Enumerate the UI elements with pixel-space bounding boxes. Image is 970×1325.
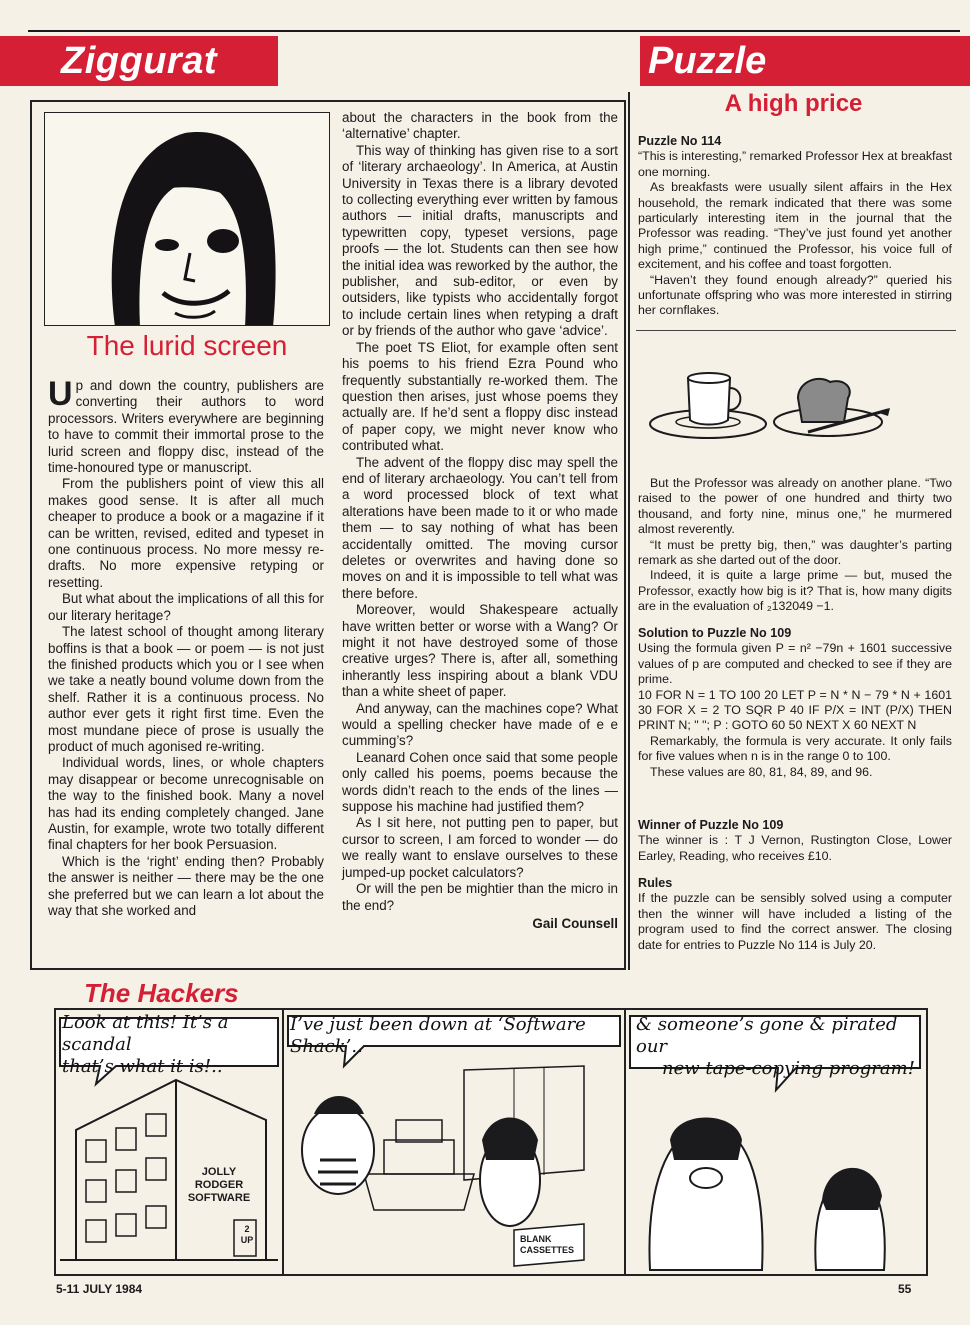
article-column-2 xyxy=(342,110,618,932)
cassette-box-label: BLANK CASSETTES xyxy=(520,1234,575,1255)
article-author: Gail Counsell xyxy=(532,915,618,931)
drop-cap: U xyxy=(48,375,73,413)
footer-date: 5-11 JULY 1984 xyxy=(56,1282,143,1296)
article-paragraph: The poet TS Eliot, for example often sent his poems to his friend Ezra Pound who frequently substantially re-worked them. The question then arises, just whose poems they actually are. If he’d sent a floppy disc instead of paper copy, we might never know who contributed what. xyxy=(342,339,618,454)
article-paragraph: Individual words, lines, or whole chapters may disappear or become unrecognisable on the way to the finished book. Many a novel has had its ending completely changed. Jane Austin, for example, wrote two totally different final chapters for her book Persuasion. xyxy=(48,755,324,853)
puzzle-rules xyxy=(638,876,952,953)
puzzle-divider xyxy=(636,330,956,331)
puzzle-story-2 xyxy=(638,476,952,615)
solution-paragraph: Remarkably, the formula is very accurate. It only fails for five values when n is in the range 0 to 100. xyxy=(638,733,952,764)
door-sign-line: 2 xyxy=(244,1224,250,1234)
sign-line: RODGER xyxy=(194,1179,244,1191)
article-paragraph: about the characters in the book from the ‘alternative’ chapter. xyxy=(342,110,618,142)
speech-bubble-1 xyxy=(62,1012,278,1078)
puzzle-paragraph: “It must be pretty big, then,” was daughter’s parting remark as she darted out of the door. xyxy=(638,537,952,568)
comic-title: The Hackers xyxy=(84,978,239,1008)
speech-line: & someone’s gone & pirated our xyxy=(636,1014,898,1057)
winner-text: The winner is : T J Vernon, Rustington Close, Lower Earley, Reading, who receives £10. xyxy=(638,833,952,863)
top-rule xyxy=(28,30,960,32)
puzzle-winner xyxy=(638,818,952,864)
article-paragraph: And anyway, can the machines cope? What would a spelling checker have made of e e cumming’s? xyxy=(342,700,618,749)
door-sign-line: UP xyxy=(240,1235,254,1245)
solution-heading: Solution to Puzzle No 109 xyxy=(638,626,792,640)
puzzle-paragraph: As breakfasts were usually silent affairs in the Hex household, the remark indicated that there was some particularly interesting item in the journal that the Professor was reading. “They’ve just found yet another high prime,” continued the Professor, his voice full of excitement, and his coffee and toast forgotten. xyxy=(638,180,952,272)
comic-panel-3 xyxy=(626,1010,926,1274)
rules-heading: Rules xyxy=(638,876,673,890)
article-column-1 xyxy=(48,375,324,919)
solution-paragraph: Using the formula given P = n² −79n + 1601 successive values of p are computed and checked to see if they are prime. xyxy=(638,641,952,687)
speech-line: that’s what it is!.. xyxy=(62,1056,223,1077)
article-paragraph: But what about the implications of all this for our literary heritage? xyxy=(48,591,324,623)
puzzle-intro xyxy=(638,134,952,319)
door-sign xyxy=(238,1224,256,1246)
winner-heading: Winner of Puzzle No 109 xyxy=(638,818,784,832)
article-paragraph: This way of thinking has given rise to a sort of ‘literary archaeology’. In America, at Austin University in Texas there is a library devoted to collecting everything ever written by famous authors — initial drafts, manuscripts and typewritten copy, typeset versions, page proofs — the lot. Students can then see how the initial idea was reworked by the author, the publisher, and sub-editor, or even by outsiders, like typists who accidentally forgot to include certain lines when retyping a draft or by friends of the author who gave ‘advice’. xyxy=(342,142,618,339)
author-portrait xyxy=(44,112,330,326)
article-paragraph: The latest school of thought among literary boffins is that a book — or poem — is not just the finished products which you or I see when we take a neatly bound volume down from the shelf. Rather it is a continuous process. No author ever gets it right first time. Even the most mundane piece of prose is usually the product of much agonised re-writing. xyxy=(48,624,324,754)
puzzle-paragraph: But the Professor was already on another plane. “Two raised to the power of one hundred and thirty two thousand, and forty nine, minus one,” he murmered almost reverently. xyxy=(638,476,952,537)
comic-panel-2 xyxy=(284,1010,624,1274)
article-paragraph: Or will the pen be mightier than the micro in the end? xyxy=(342,881,618,913)
portrait-illustration xyxy=(45,113,330,326)
solution-program: 10 FOR N = 1 TO 100 20 LET P = N * N − 79 * N + 1601 30 FOR X = 2 TO SQR P 40 IF P/X = INT (P/X) THEN PRINT N; " "; P : GOTO 60 50 NEXT X 60 NEXT N xyxy=(638,687,952,733)
rules-text: If the puzzle can be sensibly solved using a computer then the winner will have included a listing of the program used to find the correct answer. The closing date for entries to Puzzle No 114 is July 20. xyxy=(638,891,952,952)
speech-line: new tape-copying program! xyxy=(662,1058,915,1079)
article-paragraph: As I sit here, not putting pen to paper, but cursor to screen, I am forced to wonder — do we really want to enslave ourselves to these jumped-up pocket calculators? xyxy=(342,815,618,880)
section-header-puzzle: Puzzle xyxy=(640,36,970,86)
article-title: The lurid screen xyxy=(86,330,288,361)
puzzle-solution xyxy=(638,626,952,780)
solution-paragraph: These values are 80, 81, 84, 89, and 96. xyxy=(650,764,873,779)
article-paragraph: From the publishers point of view this all makes good sense. It is after all much cheaper to produce a book or a magazine if it can be written, revised, edited and typeset in one continuous process. No more messy re-drafts. No more expensive retyping or resetting. xyxy=(48,476,324,590)
coffee-toast-drawing xyxy=(648,352,894,452)
speech-line: Look at this! It’s a scandal xyxy=(62,1012,229,1055)
puzzle-title: A high price xyxy=(724,90,863,117)
puzzle-paragraph: “Haven’t they found enough already?” queried his unfortunate offspring who was more interested in stirring her cornflakes. xyxy=(638,272,952,318)
sign-line: SOFTWARE xyxy=(187,1192,251,1204)
puzzle-paragraph: “This is interesting,” remarked Professor Hex at breakfast one morning. xyxy=(638,149,953,179)
comic-panel-1 xyxy=(56,1010,282,1274)
article-paragraph: Moreover, would Shakespeare actually have written better or worse with a Wang? Or might it not have destroyed some of those creative urges? There is, after all, something inherantly less inspiring about a blank VDU than a white sheet of paper. xyxy=(342,602,618,700)
puzzle-paragraph: Indeed, it is quite a large prime — but, mused the Professor, exactly how big is it? That is, how many digits are in the evaluation of ₂132049 −1. xyxy=(638,568,952,614)
breakfast-illustration xyxy=(648,352,894,452)
article-paragraph: The advent of the floppy disc may spell the end of literary archaeology. You can’t tell from a word processed block of text what alterations have been made to it or who made them — to say nothing of what has been accidentally omitted. The moving cursor deletes or overwrites and having done so moves on and it is impossible to tell what was there before. xyxy=(342,454,618,601)
article-paragraph: Which is the ‘right’ ending then? Probably the answer is neither — there may be the one she preferred but we can learn a lot about the way that she worked and xyxy=(48,853,324,918)
puzzle-number-heading: Puzzle No 114 xyxy=(638,134,722,148)
section-header-ziggurat: Ziggurat xyxy=(0,36,278,86)
page-number: 55 xyxy=(898,1282,912,1296)
speech-bubble-3 xyxy=(636,1014,920,1080)
speech-bubble-2: I’ve just been down at ‘Software Shack’.. xyxy=(290,1014,586,1057)
sign-line: JOLLY xyxy=(201,1166,237,1178)
shop-sign xyxy=(184,1166,254,1205)
article-paragraph: Leanard Cohen once said that some people only called his poems, poems because the words didn’t reach to the ends of the lines — suppose his machine had justified them? xyxy=(342,749,618,815)
article-paragraph: Up and down the country, publishers are converting their authors to word processors. Writers everywhere are beginning to have to commit their immortal prose to the lurid screen and floppy disc, instead of the time-honoured type or manuscript. xyxy=(48,375,324,476)
